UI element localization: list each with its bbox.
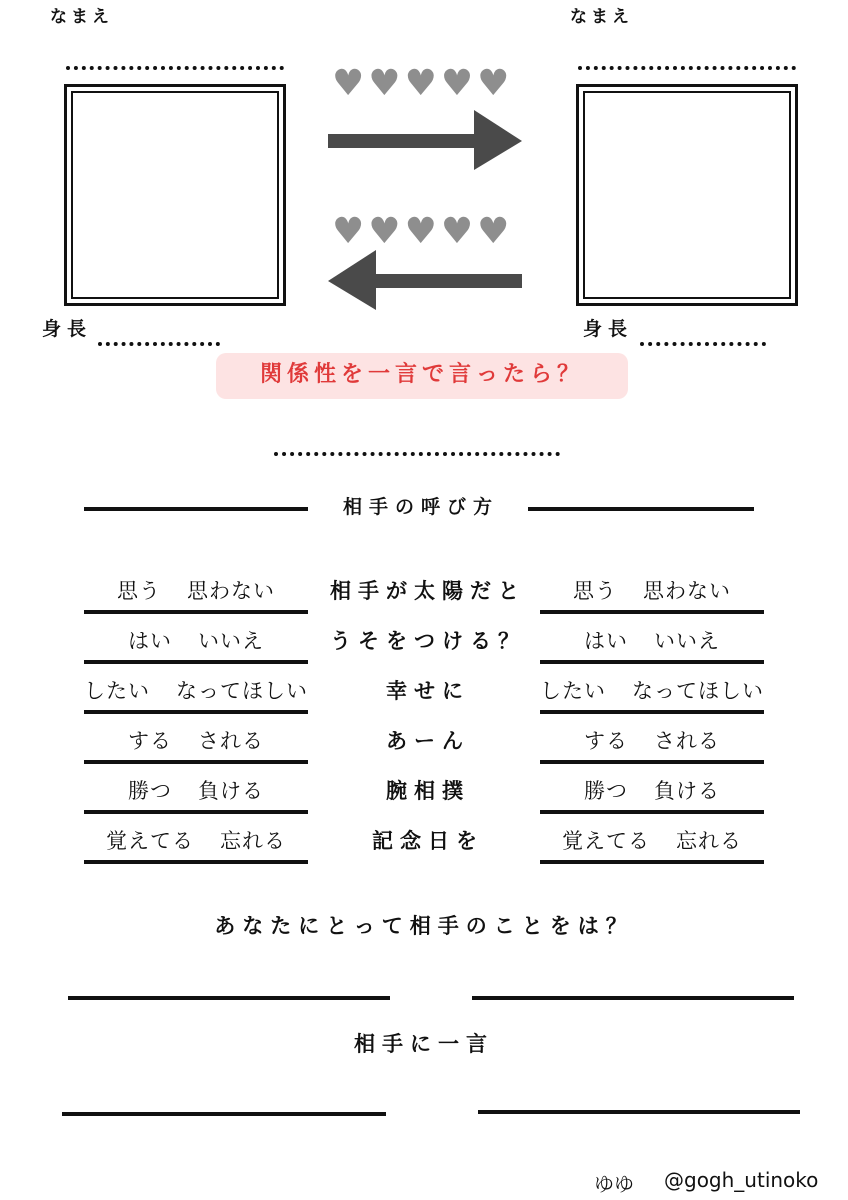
left-choice-option-a[interactable]: 勝つ — [128, 779, 172, 803]
right-choice-option-b[interactable]: される — [654, 729, 720, 753]
right-choice-underline — [540, 760, 764, 764]
left-choice-underline — [84, 660, 308, 664]
right-choice-underline — [540, 610, 764, 614]
left-photo-frame-inner — [71, 91, 279, 299]
what-is-partner-question: あなたにとって相手のことをは？ — [214, 914, 634, 938]
right-choice-underline — [540, 810, 764, 814]
left-choice-option-b[interactable]: 負ける — [198, 779, 264, 803]
right-choice-option-a[interactable]: したい — [540, 679, 606, 703]
right-choice-options — [522, 825, 782, 855]
left-choice-underline — [84, 860, 308, 864]
heart-icon[interactable]: ♥ — [332, 211, 365, 252]
right-photo-frame-inner — [583, 91, 791, 299]
left-choice-options — [66, 725, 326, 755]
right-choice-option-a[interactable]: する — [584, 729, 628, 753]
heart-icon[interactable]: ♥ — [440, 211, 474, 252]
left-height-field[interactable] — [98, 342, 220, 346]
left-choice-underline — [84, 810, 308, 814]
left-choice-options — [66, 825, 326, 855]
left-choice-option-b[interactable]: される — [198, 729, 264, 753]
right-choice-option-a[interactable]: 覚えてる — [562, 829, 650, 853]
answer-line-right[interactable] — [472, 996, 794, 1000]
nickname-line-left[interactable] — [84, 507, 308, 511]
left-choice-options — [66, 575, 326, 605]
left-choice-option-b[interactable]: 忘れる — [220, 829, 286, 853]
right-choice-options — [522, 675, 782, 705]
right-choice-underline — [540, 860, 764, 864]
nickname-line-right[interactable] — [528, 507, 754, 511]
right-name-label: なまえ — [570, 7, 633, 27]
right-choice-option-b[interactable]: 負ける — [654, 779, 720, 803]
relationship-answer-field[interactable] — [274, 452, 560, 456]
message-line-right[interactable] — [478, 1110, 800, 1114]
bottom-hearts-rating[interactable] — [332, 211, 510, 252]
right-choice-option-a[interactable]: 思う — [573, 579, 617, 603]
choice-question: うそをつける？ — [330, 629, 526, 653]
choice-question: 腕相撲 — [386, 779, 470, 803]
heart-icon[interactable]: ♥ — [477, 63, 510, 104]
right-height-label: 身長 — [583, 318, 634, 340]
heart-icon[interactable]: ♥ — [404, 63, 437, 104]
left-height-label: 身長 — [42, 318, 93, 340]
left-choice-options — [66, 625, 326, 655]
right-choice-option-b[interactable]: 忘れる — [676, 829, 742, 853]
left-arrow-icon — [326, 248, 524, 312]
choice-question: 記念日を — [372, 829, 484, 853]
right-arrow-icon — [326, 108, 524, 172]
heart-icon[interactable]: ♥ — [404, 211, 437, 252]
top-hearts-rating[interactable] — [332, 63, 510, 104]
right-choice-option-b[interactable]: いいえ — [654, 629, 720, 653]
right-photo-frame[interactable] — [576, 84, 798, 306]
heart-icon[interactable]: ♥ — [477, 211, 510, 252]
right-name-field[interactable] — [578, 66, 796, 70]
left-choice-option-b[interactable]: なってほしい — [176, 679, 308, 703]
nickname-section-title: 相手の呼び方 — [342, 496, 499, 518]
message-line-left[interactable] — [62, 1112, 386, 1116]
left-choice-options — [66, 675, 326, 705]
left-choice-option-a[interactable]: はい — [128, 629, 172, 653]
right-choice-option-a[interactable]: はい — [584, 629, 628, 653]
heart-icon[interactable]: ♥ — [440, 63, 474, 104]
right-choice-option-a[interactable]: 勝つ — [584, 779, 628, 803]
heart-icon[interactable]: ♥ — [332, 63, 365, 104]
right-choice-options — [522, 625, 782, 655]
left-choice-option-a[interactable]: したい — [84, 679, 150, 703]
right-choice-options — [522, 775, 782, 805]
right-choice-underline — [540, 660, 764, 664]
credit-handle: @gogh_utinoko — [664, 1168, 819, 1192]
left-choice-option-a[interactable]: する — [128, 729, 172, 753]
right-height-field[interactable] — [640, 342, 766, 346]
left-name-field[interactable] — [66, 66, 284, 70]
left-choice-underline — [84, 610, 308, 614]
heart-icon[interactable]: ♥ — [368, 211, 401, 252]
answer-line-left[interactable] — [68, 996, 390, 1000]
right-choice-option-b[interactable]: 思わない — [643, 579, 731, 603]
choice-question: あーん — [386, 729, 470, 753]
left-photo-frame[interactable] — [64, 84, 286, 306]
left-choice-underline — [84, 710, 308, 714]
heart-icon[interactable]: ♥ — [368, 63, 401, 104]
right-choice-options — [522, 575, 782, 605]
right-choice-underline — [540, 710, 764, 714]
left-choice-option-b[interactable]: 思わない — [187, 579, 275, 603]
left-name-label: なまえ — [50, 7, 113, 27]
right-choice-options — [522, 725, 782, 755]
left-choice-underline — [84, 760, 308, 764]
left-choice-option-b[interactable]: いいえ — [198, 629, 264, 653]
left-choice-option-a[interactable]: 覚えてる — [106, 829, 194, 853]
relationship-prompt: 関係性を一言で言ったら？ — [216, 353, 628, 399]
left-choice-options — [66, 775, 326, 805]
right-choice-option-b[interactable]: なってほしい — [632, 679, 764, 703]
left-choice-option-a[interactable]: 思う — [117, 579, 161, 603]
choice-question: 相手が太陽だと — [330, 579, 526, 603]
choice-question: 幸せに — [386, 679, 470, 703]
one-word-section-title: 相手に一言 — [354, 1032, 494, 1056]
credit-author: ゆゆ — [594, 1172, 634, 1196]
